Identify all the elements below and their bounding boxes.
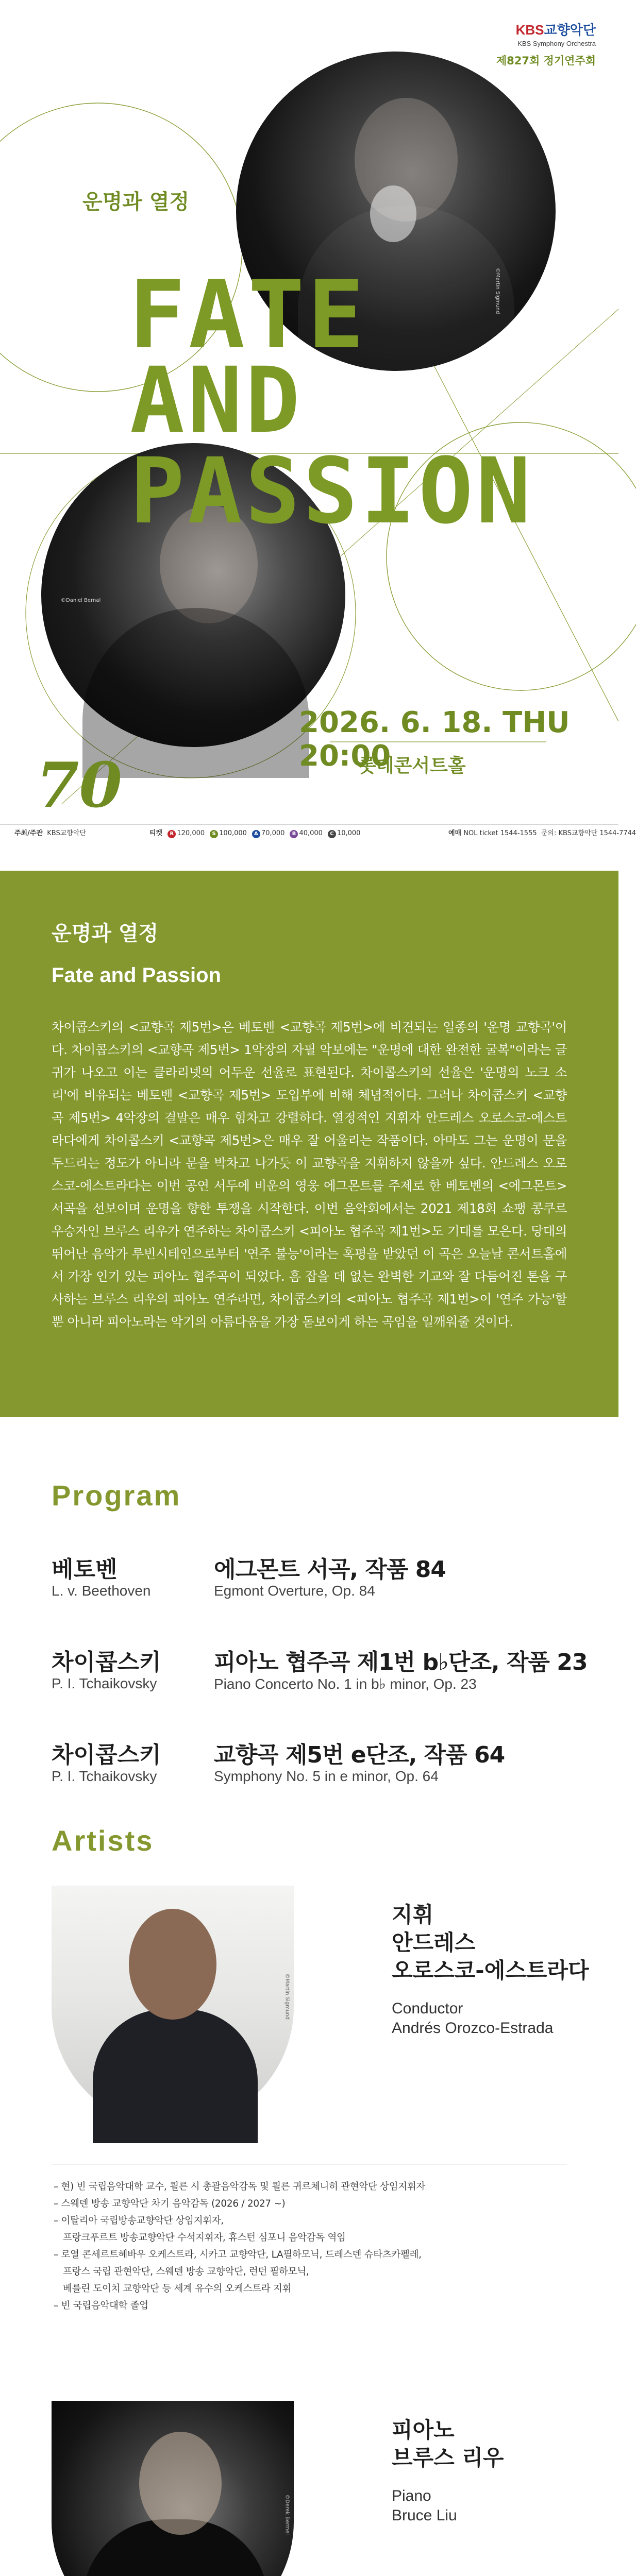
artists-heading: Artists [52, 1824, 154, 1857]
bio-item: – 스웨덴 방송 교향악단 차기 음악감독 (2026 / 2027 ~) [54, 2195, 574, 2212]
composer-name-en: P. I. Tchaikovsky [52, 1675, 157, 1691]
ticket-prices: 티켓 R 120,000 S 100,000 A 70,000 B 40,000 C 10,000 [149, 829, 361, 837]
composer-name-en: P. I. Tchaikovsky [52, 1768, 157, 1784]
work-title-en: Egmont Overture, Op. 84 [214, 1583, 375, 1599]
hero-poster [0, 0, 636, 840]
pianist-name-english: Piano Bruce Liu [392, 2487, 457, 2524]
seat-price: 10,000 [337, 829, 361, 837]
concert-venue: 롯데콘서트홀 [358, 755, 466, 776]
intro-body: 차이콥스키의 <교향곡 제5번>은 베토벤 <교향곡 제5번>에 비견되는 일종의 '운명 교향곡'이다. 차이콥스키의 <교향곡 제5번> 1악장의 자필 악보에는 "운명에 대한 완전한 굴복"이라는 글귀가 나오고 이는 클라리넷의 어두운 선율로 표현된다. 차이콥스키의 선율은 '운명의 노크 소리'에 비유되는 베토벤 <교향곡 제5번> 도입부에 비해 체념적이다. 그러나 차이콥스키 <교향곡 제5번> 4악장의 결말은 매우 힘차고 강렬하다. 열정적인 지휘자 안드레스 오로스코-에스트라다에게 차이콥스키 <교향곡 제5번>은 매우 잘 어울리는 작품이다. 아마도 그는 운명이 문을 두드리는 정도가 아니라 문을 박차고 나가듯 이 교향곡을 지휘하지 않을까 싶다. 안드레스 오로스코-에스트라다는 이번 공연 서두에 비운의 영웅 에그몬트를 주제로 한 베토벤의 <에그몬트> 서곡을 선보이며 운명을 향한 투쟁을 시작한다. 이번 음악회에서는 2021 제18회 쇼팽 콩쿠르 우승자인 브루스 리우가 연주하는 차이콥스키 <피아노 협주곡 제1번>도 기대를 모은다. 당대의 뛰어난 음악가 루빈시테인으로부터 '연주 불능'이라는 혹평을 받았던 이 곡은 오늘날 콘서트홀에서 가장 인기 있는 피아노 협주곡이 되었다. 흠 잡을 데 없는 완벽한 기교와 잘 다듬어진 톤을 구사하는 브루스 리우의 피아노 연주라면, 차이콥스키의 <피아노 협주곡 제1번>이 '연주 가능'할 뿐 아니라 피아노라는 악기의 아름다움을 가장 돋보이게 하는 곡임을 일깨워줄 것이다. [52, 1020, 567, 1329]
hero-korean-title: 운명과 열정 [82, 190, 190, 214]
bio-item: – 빈 국립음악대학 졸업 [54, 2297, 574, 2314]
pianist-portrait [52, 2401, 294, 2576]
work-title: 에그몬트 서곡, 작품 84 [214, 1556, 446, 1583]
concert-introduction [0, 871, 618, 1417]
conductor-name-english: Conductor Andrés Orozco-Estrada [392, 2000, 554, 2037]
program-heading: Program [52, 1479, 181, 1512]
ticket-price-item [327, 829, 361, 837]
work-title-en: Piano Concerto No. 1 in b♭ minor, Op. 23 [214, 1676, 477, 1692]
composer-name: 차이콥스키 [52, 1742, 161, 1768]
seat-grade-badge: S [210, 830, 218, 838]
ticket-price-item [289, 829, 323, 837]
bio-item: – 이탈리아 국립방송교향악단 상임지휘자, [54, 2212, 574, 2229]
seat-grade-badge: R [168, 830, 176, 838]
seat-grade-badge: C [328, 830, 336, 838]
concert-date: 2026. 6. 18. THU 20:00 [299, 706, 570, 773]
conductor-name-korean: 지휘 안드레스 오로스코-에스트라다 [392, 1902, 589, 1983]
orchestra-logo: KBS교향악단 [515, 22, 596, 38]
hero-title-line-2: AND PASSION [130, 348, 534, 544]
bio-item: – 현) 빈 국립음악대학 교수, 쾰른 시 총괄음악감독 및 쾰른 귀르체니히 관현악단 상임지휘자 [54, 2178, 574, 2195]
work-title-en: Symphony No. 5 in e minor, Op. 64 [214, 1768, 439, 1784]
ticket-price-item [166, 829, 205, 837]
program-list [52, 1551, 588, 1829]
conductor-portrait [52, 1886, 294, 2128]
composer-name-en: L. v. Beethoven [52, 1583, 151, 1599]
intro-title-english: Fate and Passion [52, 964, 221, 987]
brand-block [496, 20, 596, 68]
pianist-name-korean: 피아노 브루스 리우 [392, 2417, 504, 2470]
bio-item: – 로열 콘세르트헤바우 오케스트라, 시카고 교향악단, LA필하모닉, 드레스덴 슈타츠카펠레, [54, 2246, 574, 2263]
conductor-biography [54, 2178, 574, 2314]
seat-price: 100,000 [219, 829, 247, 837]
program-item [52, 1643, 588, 1736]
seat-grade-badge: A [252, 830, 260, 838]
booking-link[interactable]: NOL ticket 1544-1555 [463, 829, 537, 837]
composer-name: 차이콥스키 [52, 1649, 161, 1675]
host-info: 주최/주관 KBS교향악단 [14, 829, 86, 837]
photo-credit: ©Derek Bermel [284, 2494, 290, 2535]
bio-item: 베를린 도이치 교향악단 등 세계 유수의 오케스트라 지휘 [63, 2283, 292, 2294]
seat-price: 120,000 [177, 829, 205, 837]
program-item [52, 1551, 588, 1643]
info-divider [0, 824, 618, 825]
work-title: 교향곡 제5번 e단조, 작품 64 [214, 1742, 505, 1768]
seat-price: 70,000 [261, 829, 285, 837]
composer-name: 베토벤 [52, 1556, 118, 1583]
bio-item: 프랑크푸르트 방송교향악단 수석지휘자, 휴스턴 심포니 음악감독 역임 [63, 2232, 346, 2243]
intro-title-korean: 운명과 열정 [52, 922, 159, 945]
program-item [52, 1736, 588, 1829]
orchestra-subtitle: KBS Symphony Orchestra [517, 40, 596, 47]
hero-title-line-1: FATE [129, 260, 367, 369]
seat-price: 40,000 [299, 829, 323, 837]
photo-credit: ©Martin Sigmund [284, 1973, 290, 2020]
ticket-price-item [251, 829, 285, 837]
ticket-price-item [209, 829, 247, 837]
photo-credit: ©Daniel Bernal [61, 598, 101, 603]
booking-info: 예매 NOL ticket 1544-1555 문의: KBS교향악단 1544-7744 [448, 829, 636, 837]
bio-item: 프랑스 국립 관현악단, 스웨덴 방송 교향악단, 런던 필하모닉, [63, 2266, 309, 2277]
concert-edition: 제827회 정기연주회 [496, 55, 596, 67]
work-title: 피아노 협주곡 제1번 b♭단조, 작품 23 [214, 1649, 588, 1675]
70th-anniversary-emblem: 70 [36, 749, 122, 822]
seat-grade-badge: B [290, 830, 298, 838]
photo-credit: ©Martin Sigmund [494, 268, 500, 314]
